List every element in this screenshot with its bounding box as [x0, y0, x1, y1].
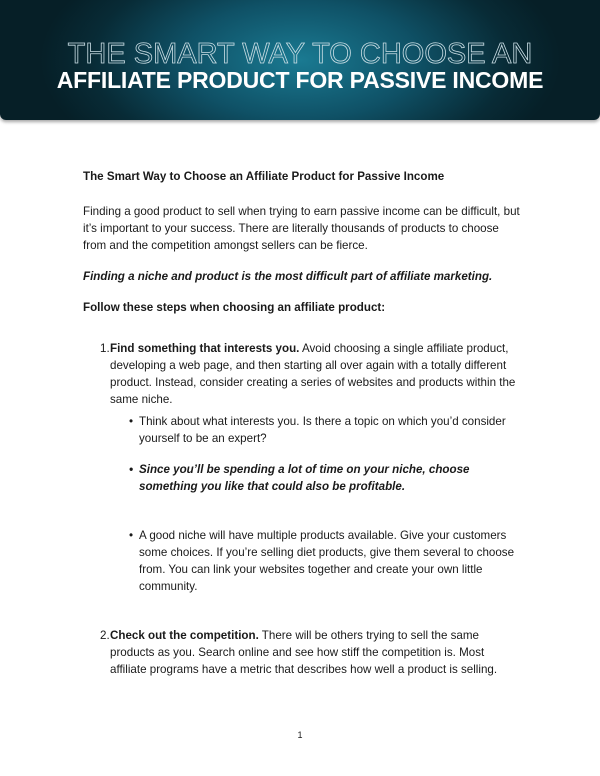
emphasis-paragraph: Finding a niche and product is the most difficult part of affiliate marketing. [83, 270, 493, 283]
step-lead: Find something that interests you. [110, 342, 300, 355]
bullet-list [110, 413, 523, 595]
header-banner [0, 0, 600, 120]
list-item [110, 413, 523, 447]
list-item [110, 527, 523, 595]
bullet-text: A good niche will have multiple products available. Give your customers some choices. If you’re selling diet products, give them several to choose from. You can link your websites together and create your own little community. [139, 529, 515, 593]
step-text: There will be others trying to sell the same products as you. Search online and see how stiff the competition is. Most affiliate programs have a metric that describes how well a product is selling. [110, 629, 498, 676]
bullet-icon: • [129, 529, 134, 542]
steps-intro: Follow these steps when choosing an affiliate product: [83, 301, 386, 314]
bullet-icon: • [129, 415, 134, 428]
step-number: 1. [100, 342, 110, 355]
step-text: Avoid choosing a single affiliate product, developing a web page, and then starting all over again with a totally different product. Instead, consider creating a series of websites and products within the same niche. [110, 342, 516, 406]
list-item [110, 461, 523, 495]
banner-title-line2: AFFILIATE PRODUCT FOR PASSIVE INCOME [56, 67, 544, 93]
bullet-text: Think about what interests you. Is there a topic on which you’d consider yourself to be an expert? [139, 415, 506, 445]
document-title: The Smart Way to Choose an Affiliate Product for Passive Income [83, 170, 445, 183]
step-lead: Check out the competition. [110, 629, 259, 642]
list-item [83, 340, 523, 595]
list-item [83, 627, 523, 678]
bullet-icon: • [129, 463, 134, 476]
document-body [83, 168, 523, 678]
steps-list [83, 340, 523, 678]
page-number: 1 [297, 730, 303, 740]
step-number: 2. [100, 629, 110, 642]
banner-title-line1: THE SMART WAY TO CHOOSE AN [67, 38, 533, 70]
intro-paragraph: Finding a good product to sell when trying to earn passive income can be difficult, but it’s important to your success. There are literally thousands of products to choose from and the competition amongst sellers can be fierce. [83, 205, 520, 252]
bullet-text: Since you’ll be spending a lot of time on your niche, choose something you like that could also be profitable. [139, 463, 470, 493]
